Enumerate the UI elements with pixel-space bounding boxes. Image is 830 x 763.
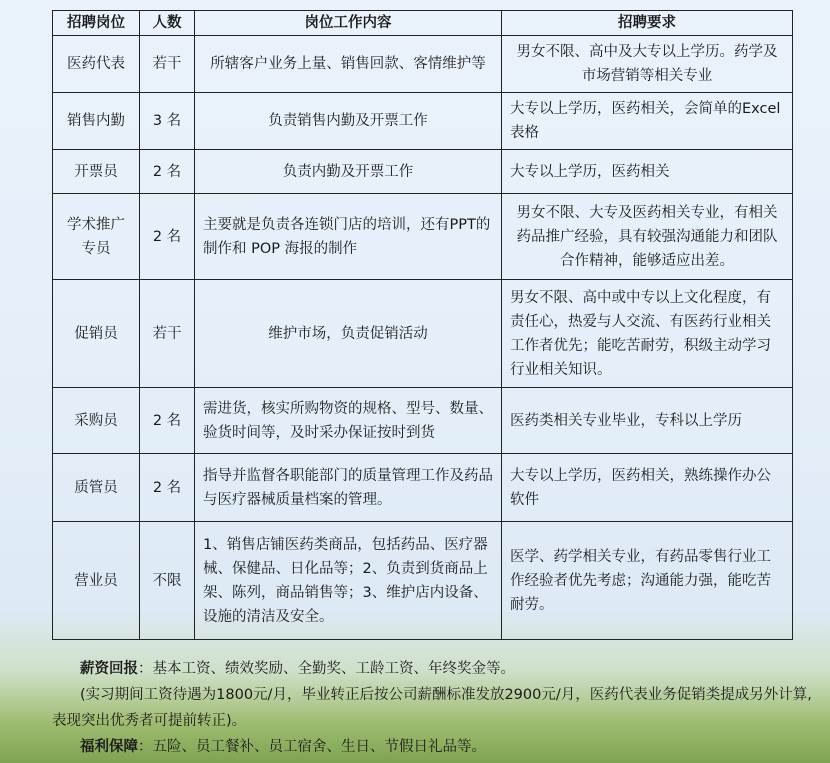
row-position: 营业员 xyxy=(53,522,140,640)
welfare-line xyxy=(52,734,812,760)
welfare-label: 福利保障 xyxy=(80,739,138,755)
salary-text: ：基本工资、绩效奖励、全勤奖、工龄工资、年终奖金等。 xyxy=(138,661,515,677)
row-count: 2 名 xyxy=(140,454,195,522)
salary-line xyxy=(52,656,812,682)
table-row xyxy=(53,150,793,194)
table-row xyxy=(53,454,793,522)
row-duty: 负责销售内勤及开票工作 xyxy=(195,93,502,150)
row-duty: 维护市场，负责促销活动 xyxy=(195,280,502,388)
row-count: 2 名 xyxy=(140,194,195,280)
benefits-section xyxy=(52,656,812,760)
row-requirement: 男女不限、高中及大专以上学历。药学及市场营销等相关专业 xyxy=(502,36,793,93)
row-position: 医药代表 xyxy=(53,36,140,93)
header-requirement: 招聘要求 xyxy=(502,11,793,36)
table-row xyxy=(53,194,793,280)
row-duty: 主要就是负责各连锁门店的培训，还有PPT的制作和 POP 海报的制作 xyxy=(195,194,502,280)
welfare-text: ：五险、员工餐补、员工宿舍、生日、节假日礼品等。 xyxy=(138,739,486,755)
table-row xyxy=(53,388,793,454)
row-count: 若干 xyxy=(140,280,195,388)
table-header-row xyxy=(53,11,793,36)
table-row xyxy=(53,280,793,388)
salary-label: 薪资回报 xyxy=(80,661,138,677)
row-count: 不限 xyxy=(140,522,195,640)
row-position: 开票员 xyxy=(53,150,140,194)
row-count: 2 名 xyxy=(140,388,195,454)
recruitment-table-container xyxy=(52,10,792,640)
row-requirement: 医学、药学相关专业，有药品零售行业工作经验者优先考虑；沟通能力强，能吃苦耐劳。 xyxy=(502,522,793,640)
recruitment-table xyxy=(52,10,793,640)
table-row xyxy=(53,36,793,93)
header-position: 招聘岗位 xyxy=(53,11,140,36)
row-count: 2 名 xyxy=(140,150,195,194)
row-duty: 1、销售店铺医药类商品，包括药品、医疗器械、保健品、日化品等；2、负责到货商品上架、陈列，商品销售等；3、维护店内设备、设施的清洁及安全。 xyxy=(195,522,502,640)
row-duty: 所辖客户业务上量、销售回款、客情维护等 xyxy=(195,36,502,93)
row-duty: 需进货，核实所购物资的规格、型号、数量、验货时间等，及时采办保证按时到货 xyxy=(195,388,502,454)
row-requirement: 大专以上学历，医药相关，会简单的Excel 表格 xyxy=(502,93,793,150)
header-count: 人数 xyxy=(140,11,195,36)
row-position: 采购员 xyxy=(53,388,140,454)
row-count: 3 名 xyxy=(140,93,195,150)
row-duty: 指导并监督各职能部门的质量管理工作及药品与医疗器械质量档案的管理。 xyxy=(195,454,502,522)
row-count: 若干 xyxy=(140,36,195,93)
intern-salary-note: (实习期间工资待遇为1800元/月，毕业转正后按公司薪酬标准发放2900元/月，医药代表业务促销类提成另外计算,表现突出优秀者可提前转正)。 xyxy=(52,687,812,729)
row-requirement: 大专以上学历，医药相关，熟练操作办公软件 xyxy=(502,454,793,522)
row-requirement: 男女不限、高中或中专以上文化程度，有责任心，热爱与人交流、有医药行业相关工作者优先；能吃苦耐劳，积级主动学习行业相关知识。 xyxy=(502,280,793,388)
row-requirement: 医药类相关专业毕业，专科以上学历 xyxy=(502,388,793,454)
row-position: 质管员 xyxy=(53,454,140,522)
header-duty: 岗位工作内容 xyxy=(195,11,502,36)
row-position: 销售内勤 xyxy=(53,93,140,150)
row-position: 促销员 xyxy=(53,280,140,388)
table-row xyxy=(53,93,793,150)
row-duty: 负责内勤及开票工作 xyxy=(195,150,502,194)
row-requirement: 男女不限、大专及医药相关专业，有相关药品推广经验，具有较强沟通能力和团队合作精神，能够适应出差。 xyxy=(502,194,793,280)
table-row xyxy=(53,522,793,640)
row-position: 学术推广专员 xyxy=(53,194,140,280)
row-requirement: 大专以上学历，医药相关 xyxy=(502,150,793,194)
